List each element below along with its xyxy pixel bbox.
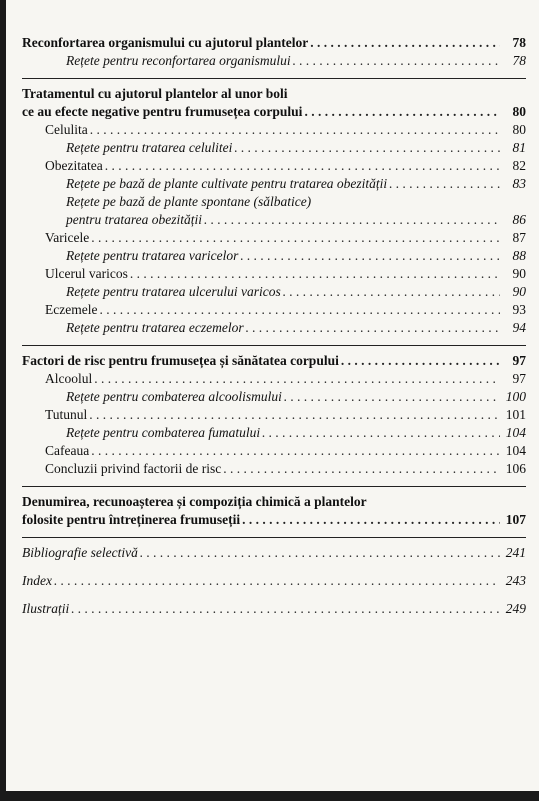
toc-page-number: 97 xyxy=(512,371,526,386)
section-divider xyxy=(22,345,526,346)
toc-entry xyxy=(22,175,526,193)
toc-page-number: 106 xyxy=(505,461,526,476)
toc-page-number: 88 xyxy=(512,248,526,263)
toc-page-number: 101 xyxy=(505,407,526,422)
leader-dots xyxy=(223,460,500,478)
toc-entry-title: Concluzii privind factorii de risc xyxy=(45,461,222,476)
toc-page-number: 243 xyxy=(505,573,526,588)
toc-page-number: 78 xyxy=(512,35,526,50)
leader-dots xyxy=(234,139,500,157)
toc-page-number: 90 xyxy=(512,266,526,281)
toc-entry-title: Alcoolul xyxy=(45,371,93,386)
leader-dots xyxy=(204,211,500,229)
toc-entry xyxy=(22,442,526,460)
toc-entry xyxy=(22,424,526,442)
toc-entry-title: Index xyxy=(22,573,52,588)
toc-entry-title: Rețete pentru tratarea ulcerului varicos xyxy=(66,284,281,299)
toc-entry xyxy=(22,460,526,478)
toc-page-number: 78 xyxy=(512,53,526,68)
toc-entry-title: Rețete pentru tratarea celulitei xyxy=(66,140,233,155)
toc-entry-title-line: Rețete pe bază de plante spontane (sălbatice) xyxy=(66,194,312,209)
toc-page-number: 80 xyxy=(512,122,526,137)
leader-dots xyxy=(94,370,500,388)
toc-entry xyxy=(22,229,526,247)
toc-entry xyxy=(22,388,526,406)
toc-entry xyxy=(22,265,526,283)
toc-entry-title: Rețete pe bază de plante cultivate pentru tratarea obezității xyxy=(66,176,388,191)
toc-entry xyxy=(22,572,526,590)
leader-dots xyxy=(54,572,500,590)
leader-dots xyxy=(293,52,500,70)
toc-page-number: 249 xyxy=(505,601,526,616)
toc-entry xyxy=(22,301,526,319)
toc-entry-title: Rețete pentru tratarea varicelor xyxy=(66,248,239,263)
toc-entry xyxy=(22,511,526,529)
leader-dots xyxy=(130,265,500,283)
leader-dots xyxy=(99,301,500,319)
toc-entry xyxy=(22,139,526,157)
toc-entry-title: Ulcerul varicos xyxy=(45,266,128,281)
toc-entry-title: folosite pentru întreținerea frumuseții xyxy=(22,512,241,527)
toc-page-number: 241 xyxy=(505,545,526,560)
leader-dots xyxy=(90,121,500,139)
toc-entry-title: pentru tratarea obezității xyxy=(66,212,202,227)
toc-entry xyxy=(22,121,526,139)
leader-dots xyxy=(105,157,500,175)
leader-dots xyxy=(262,424,500,442)
toc-page-number: 97 xyxy=(512,353,526,368)
toc-entry-title: Rețete pentru combaterea fumatului xyxy=(66,425,261,440)
leader-dots xyxy=(71,600,500,618)
page-edge-bottom xyxy=(0,791,539,801)
toc-entry xyxy=(22,352,526,370)
leader-dots xyxy=(91,229,500,247)
toc-page-number: 87 xyxy=(512,230,526,245)
toc-entry-title: Cafeaua xyxy=(45,443,90,458)
leader-dots xyxy=(140,544,500,562)
section-divider xyxy=(22,78,526,79)
toc-entry xyxy=(22,600,526,618)
toc-entry-title-line: Tratamentul cu ajutorul plantelor al unor boli xyxy=(22,86,288,101)
toc-entry-title: ce au efecte negative pentru frumusețea corpului xyxy=(22,104,303,119)
leader-dots xyxy=(89,406,500,424)
leader-dots xyxy=(284,388,500,406)
toc-page-number: 104 xyxy=(505,443,526,458)
toc-entry-title: Rețete pentru combaterea alcoolismului xyxy=(66,389,282,404)
toc-entry xyxy=(22,247,526,265)
toc-page-number: 81 xyxy=(512,140,526,155)
toc-entry xyxy=(22,544,526,562)
toc-entry xyxy=(22,370,526,388)
toc-entry-title: Ilustrații xyxy=(22,601,70,616)
toc-entry-title: Varicele xyxy=(45,230,90,245)
leader-dots xyxy=(341,352,500,370)
section-divider xyxy=(22,537,526,538)
toc-entry-title-line: Denumirea, recunoașterea și compoziția chimică a plantelor xyxy=(22,494,367,509)
leader-dots xyxy=(389,175,500,193)
toc-entry xyxy=(22,319,526,337)
toc-entry xyxy=(22,157,526,175)
leader-dots xyxy=(304,103,500,121)
toc-page-number: 100 xyxy=(505,389,526,404)
toc-entry-title: Celulita xyxy=(45,122,88,137)
leader-dots xyxy=(310,34,500,52)
leader-dots xyxy=(283,283,500,301)
toc-entry xyxy=(22,211,526,229)
toc-entry-title: Tutunul xyxy=(45,407,88,422)
toc-entry-title: Eczemele xyxy=(45,302,98,317)
leader-dots xyxy=(246,319,500,337)
toc-page-number: 82 xyxy=(512,158,526,173)
toc-page-number: 80 xyxy=(512,104,526,119)
toc-page-number: 107 xyxy=(505,512,526,527)
table-of-contents xyxy=(22,34,526,618)
toc-entry-title: Factori de risc pentru frumusețea și sănătatea corpului xyxy=(22,353,339,368)
toc-entry-title: Rețete pentru reconfortarea organismului xyxy=(66,53,291,68)
toc-page-number: 94 xyxy=(512,320,526,335)
toc-entry-title: Bibliografie selectivă xyxy=(22,545,138,560)
toc-page-number: 83 xyxy=(512,176,526,191)
toc-entry xyxy=(22,52,526,70)
toc-entry xyxy=(22,103,526,121)
toc-page-number: 104 xyxy=(505,425,526,440)
toc-page-number: 90 xyxy=(512,284,526,299)
toc-entry xyxy=(22,406,526,424)
leader-dots xyxy=(91,442,500,460)
leader-dots xyxy=(242,511,500,529)
toc-page-number: 93 xyxy=(512,302,526,317)
toc-entry xyxy=(22,283,526,301)
page-edge-left xyxy=(0,0,6,801)
toc-entry-title: Reconfortarea organismului cu ajutorul plantelor xyxy=(22,35,309,50)
toc-entry xyxy=(22,34,526,52)
section-divider xyxy=(22,486,526,487)
leader-dots xyxy=(240,247,500,265)
toc-entry-title: Rețete pentru tratarea eczemelor xyxy=(66,320,244,335)
toc-entry-title: Obezitatea xyxy=(45,158,103,173)
toc-page-number: 86 xyxy=(512,212,526,227)
